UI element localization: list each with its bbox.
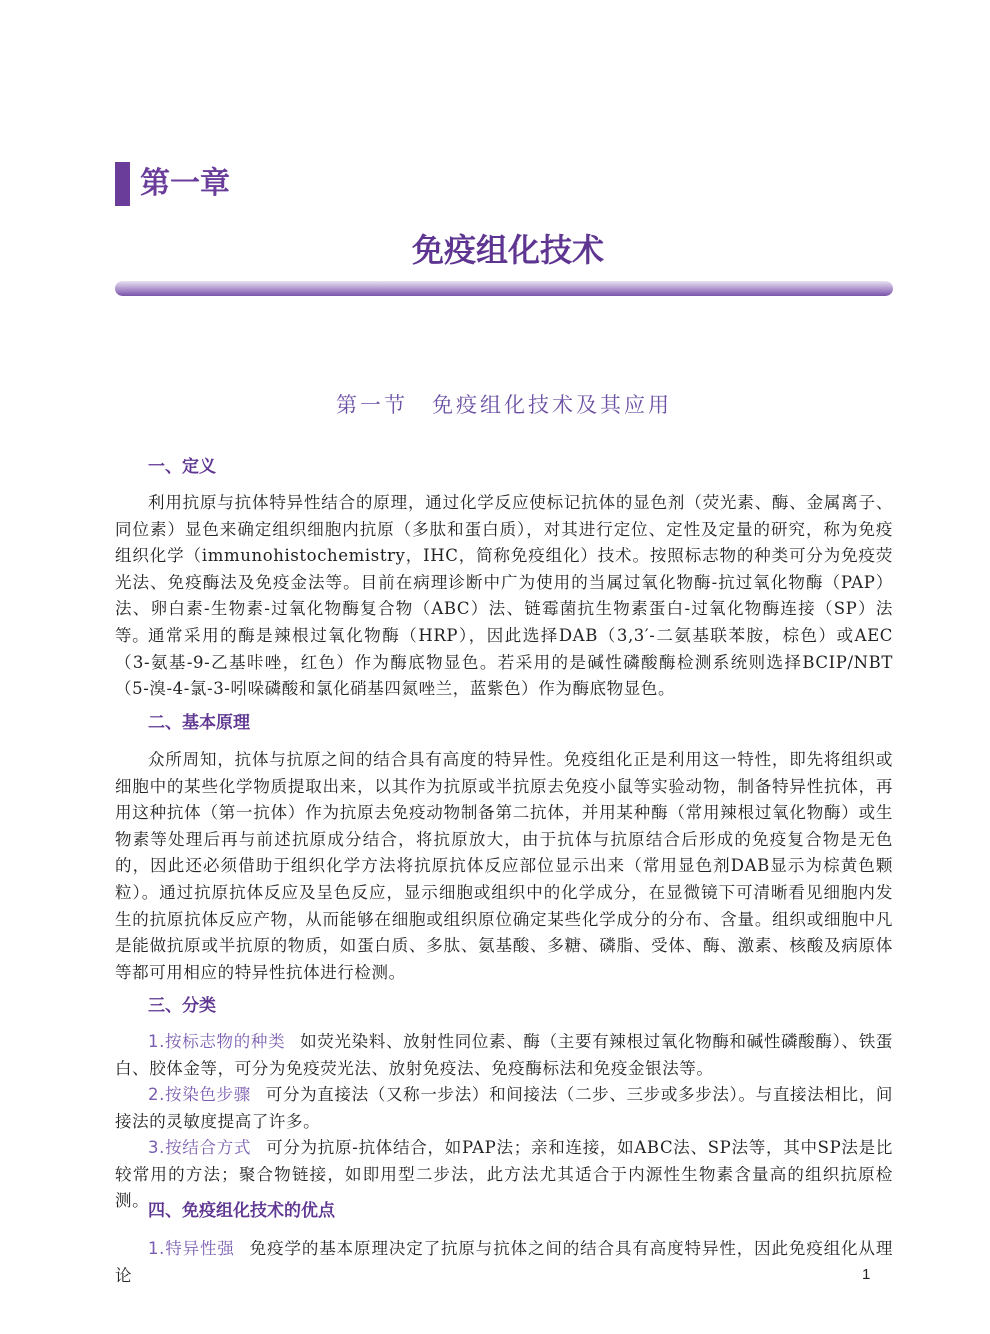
- heading-advantages: 四、免疫组化技术的优点: [148, 1201, 335, 1221]
- item-text: 如荧光染料、放射性同位素、酶（主要有辣根过氧化物酶和碱性磷酸酶）、铁蛋白、胶体金等，可分为免疫荧光法、放射免疫法、免疫酶标法和免疫金银法等。: [115, 1032, 893, 1078]
- page-number: 1: [862, 1266, 871, 1283]
- chapter-title: 免疫组化技术: [411, 231, 604, 269]
- list-item: [115, 1236, 893, 1289]
- paragraph: 众所周知，抗体与抗原之间的结合具有高度的特异性。免疫组化正是利用这一特性，即先将组织或细胞中的某些化学物质提取出来，以其作为抗原或半抗原去免疫小鼠等实验动物，制备特异性抗体，再用这种抗体（第一抗体）作为抗原去免疫动物制备第二抗体，并用某种酶（常用辣根过氧化物酶）或生物素等处理后再与前述抗原成分结合，将抗原放大，由于抗体与抗原结合后形成的免疫复合物是无色的，因此还必须借助于组织化学方法将抗原抗体反应部位显示出来（常用显色剂DAB显示为棕黄色颗粒）。通过抗原抗体反应及呈色反应，显示细胞或组织中的化学成分，在显微镜下可清晰看见细胞内发生的抗原抗体反应产物，从而能够在细胞或组织原位确定某些化学成分的分布、含量。组织或细胞中凡是能做抗原或半抗原的物质，如蛋白质、多肽、氨基酸、多糖、磷脂、受体、酶、激素、核酸及病原体等都可用相应的特异性抗体进行检测。: [115, 750, 893, 982]
- heading-definition: 一、定义: [148, 457, 216, 477]
- item-label: 2.按染色步骤: [148, 1085, 251, 1104]
- paragraph: 通常采用的酶是辣根过氧化物酶（HRP），因此选择DAB（3,3′-二氨基联苯胺，棕色）或AEC（3-氨基-9-乙基咔唑，红色）作为酶底物显色。若采用的是碱性磷酸酶检测系统则选择BCIP/NBT（5-溴-4-氯-3-吲哚磷酸和氯化硝基四氮唑兰，蓝紫色）作为酶底物显色。: [115, 626, 893, 699]
- item-label: 1.特异性强: [148, 1239, 235, 1258]
- paragraph: 利用抗原与抗体特异性结合的原理，通过化学反应使标记抗体的显色剂（荧光素、酶、金属离子、同位素）显色来确定组织细胞内抗原（多肽和蛋白质），对其进行定位、定性及定量的研究，称为免疫组织化学（immunohistochemistry，IHC，简称免疫组化）技术。按照标志物的种类可分为免疫荧光法、免疫酶法及免疫金法等。目前在病理诊断中广为使用的当属过氧化物酶-抗过氧化物酶（PAP）法、卵白素-生物素-过氧化物酶复合物（ABC）法、链霉菌抗生物素蛋白-过氧化物酶连接（SP）法等。: [115, 493, 893, 645]
- heading-classification: 三、分类: [148, 996, 216, 1016]
- item-label: 3.按结合方式: [148, 1138, 252, 1157]
- list-item: [115, 1082, 893, 1135]
- heading-principle: 二、基本原理: [148, 713, 250, 733]
- list-item: [115, 1029, 893, 1082]
- chapter-marker-bar: [115, 162, 130, 206]
- section-title: 第一节 免疫组化技术及其应用: [336, 393, 672, 417]
- item-text: 免疫学的基本原理决定了抗原与抗体之间的结合具有高度特异性，因此免疫组化从理论: [115, 1239, 894, 1285]
- item-text: 可分为直接法（又称一步法）和间接法（二步、三步或多步法）。与直接法相比，间接法的灵敏度提高了许多。: [115, 1085, 894, 1131]
- title-divider: [115, 281, 893, 296]
- item-label: 1.按标志物的种类: [148, 1032, 286, 1051]
- chapter-label: 第一章: [140, 166, 230, 201]
- item-text: 可分为抗原-抗体结合，如PAP法；亲和连接，如ABC法、SP法等，其中SP法是比较常用的方法；聚合物链接，如即用型二步法，此方法尤其适合于内源性生物素含量高的组织抗原检测。: [115, 1138, 893, 1211]
